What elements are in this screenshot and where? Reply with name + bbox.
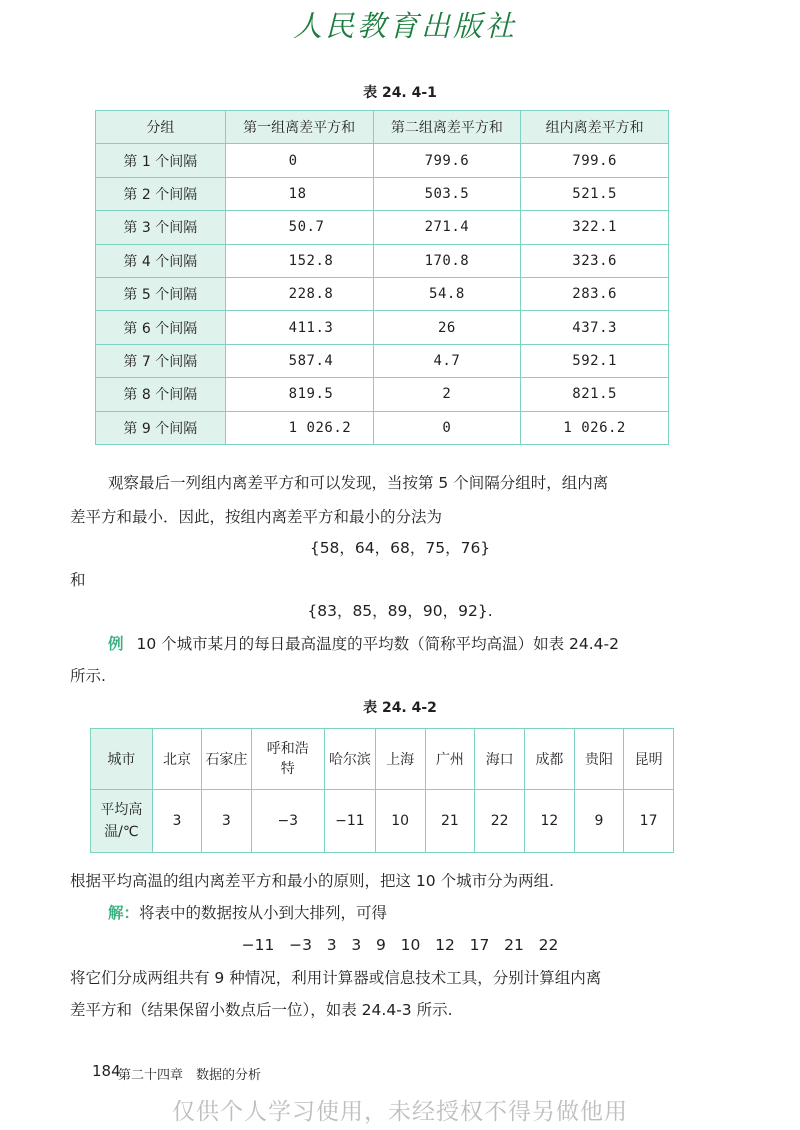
temp-cell: −11 xyxy=(324,790,375,853)
sorted-values: −11 −3 3 3 9 10 12 17 21 22 xyxy=(241,936,559,954)
solution-text: 将表中的数据按从小到大排列，可得 xyxy=(139,904,388,922)
row-label: 第 3 个间隔 xyxy=(96,211,226,244)
row-label: 第 4 个间隔 xyxy=(96,244,226,277)
temp-cell: 12 xyxy=(525,790,575,853)
row-label: 第 5 个间隔 xyxy=(96,277,226,310)
table-row xyxy=(96,344,669,377)
row-label: 第 8 个间隔 xyxy=(96,378,226,411)
chapter-title: 第二十四章 数据的分析 xyxy=(118,1068,262,1083)
paragraph-cases-line1: 将它们分成两组共有 9 种情况，利用计算器或信息技术工具，分别计算组内离 xyxy=(70,969,602,987)
cell-group2: 54.8 xyxy=(373,277,521,310)
temp-cell: 3 xyxy=(152,790,201,853)
header-cell: 分组 xyxy=(96,111,226,144)
table-row-temps xyxy=(91,790,674,853)
city-cell: 海口 xyxy=(475,729,525,790)
paragraph-cases-line2: 差平方和（结果保留小数点后一位），如表 24.4-3 所示. xyxy=(70,1001,453,1019)
city-cell: 呼和浩特 xyxy=(251,729,324,790)
temp-cell: 21 xyxy=(425,790,475,853)
cell-group1: 819.5 xyxy=(225,378,373,411)
row-label: 第 1 个间隔 xyxy=(96,144,226,177)
set-group2: {83，85，89，90，92}. xyxy=(307,602,493,620)
cell-group1: 50.7 xyxy=(225,211,373,244)
header-cell: 第一组离差平方和 xyxy=(225,111,373,144)
row-header-city: 城市 xyxy=(91,729,153,790)
cell-group2: 4.7 xyxy=(373,344,521,377)
watermark-text: 仅供个人学习使用，未经授权不得另做他用 xyxy=(172,1099,628,1125)
temp-cell: −3 xyxy=(251,790,324,853)
cell-group1: 0 xyxy=(225,144,373,177)
city-cell: 昆明 xyxy=(624,729,674,790)
cell-within: 323.6 xyxy=(521,244,669,277)
cell-group2: 0 xyxy=(373,411,521,444)
cell-group2: 2 xyxy=(373,378,521,411)
table-row xyxy=(96,244,669,277)
cell-within: 1 026.2 xyxy=(521,411,669,444)
table-deviation-sums xyxy=(95,110,669,445)
cell-within: 799.6 xyxy=(521,144,669,177)
cell-within: 283.6 xyxy=(521,277,669,310)
table-row xyxy=(96,411,669,444)
cell-group2: 170.8 xyxy=(373,244,521,277)
table-row xyxy=(96,378,669,411)
cell-group2: 503.5 xyxy=(373,177,521,210)
cell-within: 521.5 xyxy=(521,177,669,210)
cell-group2: 26 xyxy=(373,311,521,344)
table-city-temperatures xyxy=(90,728,674,853)
cell-group1: 587.4 xyxy=(225,344,373,377)
example-label: 例 xyxy=(108,635,124,653)
row-label: 第 9 个间隔 xyxy=(96,411,226,444)
header-cell: 组内离差平方和 xyxy=(521,111,669,144)
cell-group1: 1 026.2 xyxy=(225,411,373,444)
table2-caption: 表 24. 4-2 xyxy=(363,700,437,716)
publisher-logo: 人民教育出版社 xyxy=(292,9,517,43)
city-cell: 广州 xyxy=(425,729,475,790)
cell-group2: 799.6 xyxy=(373,144,521,177)
paragraph-grouping-rule: 根据平均高温的组内离差平方和最小的原则，把这 10 个城市分为两组. xyxy=(70,872,555,890)
temp-cell: 17 xyxy=(624,790,674,853)
table-row xyxy=(96,177,669,210)
solution-label: 解： xyxy=(108,904,140,922)
cell-within: 322.1 xyxy=(521,211,669,244)
temp-cell: 9 xyxy=(574,790,623,853)
cell-group1: 411.3 xyxy=(225,311,373,344)
word-and: 和 xyxy=(70,571,86,589)
cell-within: 592.1 xyxy=(521,344,669,377)
cell-group2: 271.4 xyxy=(373,211,521,244)
temp-cell: 22 xyxy=(475,790,525,853)
table-row xyxy=(96,144,669,177)
table-row xyxy=(96,277,669,310)
row-header-temp: 平均高温/℃ xyxy=(91,790,153,853)
temp-cell: 3 xyxy=(202,790,251,853)
cell-group1: 152.8 xyxy=(225,244,373,277)
page-number: 184 xyxy=(92,1062,121,1080)
temp-cell: 10 xyxy=(375,790,425,853)
row-label: 第 6 个间隔 xyxy=(96,311,226,344)
row-label: 第 7 个间隔 xyxy=(96,344,226,377)
city-cell: 贵阳 xyxy=(574,729,623,790)
set-group1: {58，64，68，75，76} xyxy=(309,539,491,557)
table-row xyxy=(96,311,669,344)
city-cell: 哈尔滨 xyxy=(324,729,375,790)
city-cell: 石家庄 xyxy=(202,729,251,790)
cell-within: 821.5 xyxy=(521,378,669,411)
example-line2: 所示. xyxy=(70,667,106,685)
cell-group1: 228.8 xyxy=(225,277,373,310)
table-row-cities xyxy=(91,729,674,790)
row-label: 第 2 个间隔 xyxy=(96,177,226,210)
cell-within: 437.3 xyxy=(521,311,669,344)
table1-caption: 表 24. 4-1 xyxy=(363,85,437,101)
example-text: 10 个城市某月的每日最高温度的平均数（简称平均高温）如表 24.4-2 xyxy=(136,635,619,653)
solution-line xyxy=(108,900,387,926)
cell-group1: 18 xyxy=(225,177,373,210)
table-row xyxy=(96,211,669,244)
example-line1 xyxy=(108,631,619,657)
city-cell: 北京 xyxy=(152,729,201,790)
city-cell: 上海 xyxy=(375,729,425,790)
paragraph-observation-line1: 观察最后一列组内离差平方和可以发现，当按第 5 个间隔分组时，组内离 xyxy=(108,474,609,492)
table-header-row xyxy=(96,111,669,144)
header-cell: 第二组离差平方和 xyxy=(373,111,521,144)
city-cell: 成都 xyxy=(525,729,575,790)
paragraph-observation-line2: 差平方和最小．因此，按组内离差平方和最小的分法为 xyxy=(70,508,443,526)
